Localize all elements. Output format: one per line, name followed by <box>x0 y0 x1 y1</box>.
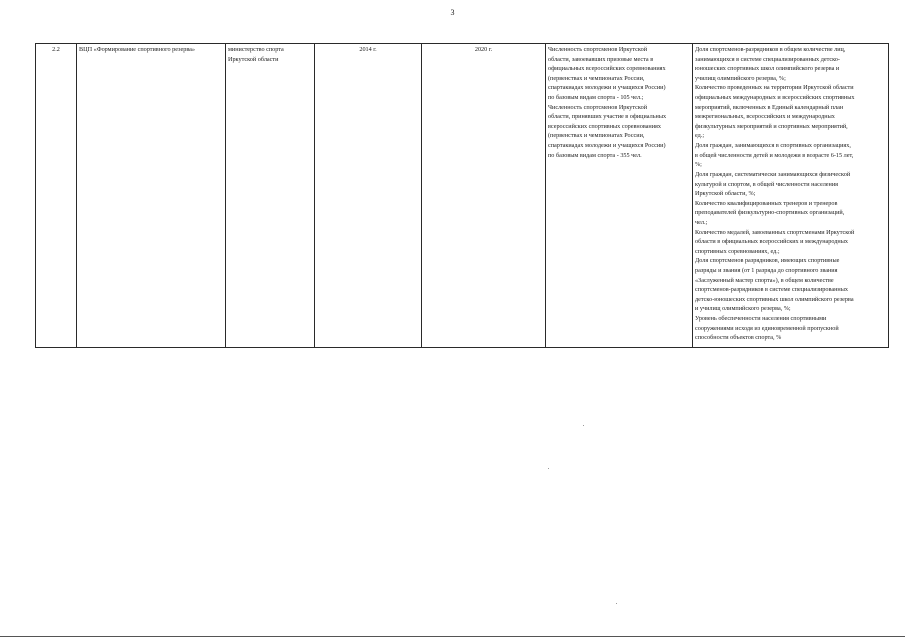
indicator-line: сооружениями исходя из единовременной пропускной <box>695 324 839 332</box>
executor-cell: министерство спорта Иркутской области <box>226 44 315 348</box>
indicator-line: Количество медалей, завоеванных спортсменами Иркутской <box>695 228 855 236</box>
result-line: Численность спортсменов Иркутской <box>548 46 648 53</box>
result-line: по базовым видам спорта - 355 чел. <box>548 151 642 159</box>
indicator-line: и училищ олимпийского резерва, %; <box>695 305 791 313</box>
indicator-line: межрегиональных, всероссийских и международных <box>695 113 835 121</box>
indicator-line: спортивных соревнованиях, ед.; <box>695 247 780 255</box>
result-line: области, завоевавших призовые места в <box>548 55 654 63</box>
indicator-line: официальных международных и всероссийских спортивных <box>695 94 855 102</box>
indicator-line: способности объектов спорта, % <box>695 334 782 342</box>
program-name-cell: ВЦП «Формирование спортивного резерва» <box>77 44 226 348</box>
indicator-line: Уровень обеспеченности населения спортивными <box>695 315 827 323</box>
result-line: спартакиадах молодежи и учащихся России) <box>548 84 666 92</box>
result-line: (первенствах и чемпионатах России, <box>548 74 645 82</box>
indicator-line: Количество квалифицированных тренеров и тренеров <box>695 199 838 207</box>
end-year-cell: 2020 г. <box>422 44 546 348</box>
indicator-line: разряды и звания (от 1 разряда до спортивного звания <box>695 267 838 275</box>
indicator-line: физкультурных мероприятий и спортивных мероприятий, <box>695 122 848 130</box>
indicator-line: Доля граждан, систематически занимающихся физической <box>695 170 851 178</box>
indicator-line: Количество проведенных на территории Иркутской области <box>695 84 854 92</box>
start-year-cell: 2014 г. <box>315 44 422 348</box>
page-number: 3 <box>450 8 455 17</box>
indicator-line: «Заслуженный мастер спорта»), в общем количестве <box>695 276 834 284</box>
expected-results-cell <box>546 44 693 348</box>
result-line: по базовым видам спорта - 105 чел.; <box>548 94 644 102</box>
indicator-line: Иркутской области, %; <box>695 190 756 198</box>
indicator-line: области в официальных всероссийских и международных <box>695 238 848 246</box>
result-line: (первенствах и чемпионатах России, <box>548 132 645 140</box>
indicator-line: культурой и спортом, в общей численности населения <box>695 180 838 188</box>
result-line: официальных всероссийских соревнованиях <box>548 65 666 73</box>
result-line: спартакиадах молодежи и учащихся России) <box>548 142 666 150</box>
indicator-line: %; <box>695 161 702 169</box>
scan-edge-line <box>0 636 905 637</box>
row-number-cell: 2.2 <box>36 44 77 348</box>
indicator-line: в общей численности детей и молодежи в возрасте 6-15 лет, <box>695 151 854 159</box>
indicator-line: Доля спортсменов разрядников, имеющих спортивные <box>695 257 840 265</box>
indicator-line: Доля граждан, занимающихся в спортивных организациях, <box>695 142 851 150</box>
indicator-line: детско-юношеских спортивных школ олимпийского резерва <box>695 295 854 303</box>
indicator-line: занимающихся в системе специализированных детско- <box>695 55 840 63</box>
result-line: Численность спортсменов Иркутской <box>548 103 648 111</box>
indicator-line: преподавателей физкультурно-спортивных организаций, <box>695 209 845 217</box>
indicator-line: училищ олимпийского резерва, %; <box>695 74 786 82</box>
indicator-line: мероприятий, включенных в Единый календарный план <box>695 103 844 111</box>
result-line: всероссийских спортивных соревнованиях <box>548 122 661 130</box>
scan-speck <box>548 468 549 469</box>
indicator-line: ед.; <box>695 132 705 140</box>
table-row <box>36 44 889 348</box>
indicators-cell <box>693 44 889 348</box>
indicator-line: спортсменов-разрядников в системе специализированных <box>695 286 848 294</box>
scan-speck <box>583 425 584 426</box>
program-table <box>35 43 889 348</box>
scan-speck <box>616 603 617 604</box>
indicator-line: юношеских спортивных школ олимпийского резерва и <box>695 65 840 73</box>
result-line: области, принявших участие в официальных <box>548 113 667 121</box>
indicator-line: чел.; <box>695 218 708 226</box>
indicator-line: Доля спортсменов-разрядников в общем количестве лиц, <box>695 46 846 53</box>
